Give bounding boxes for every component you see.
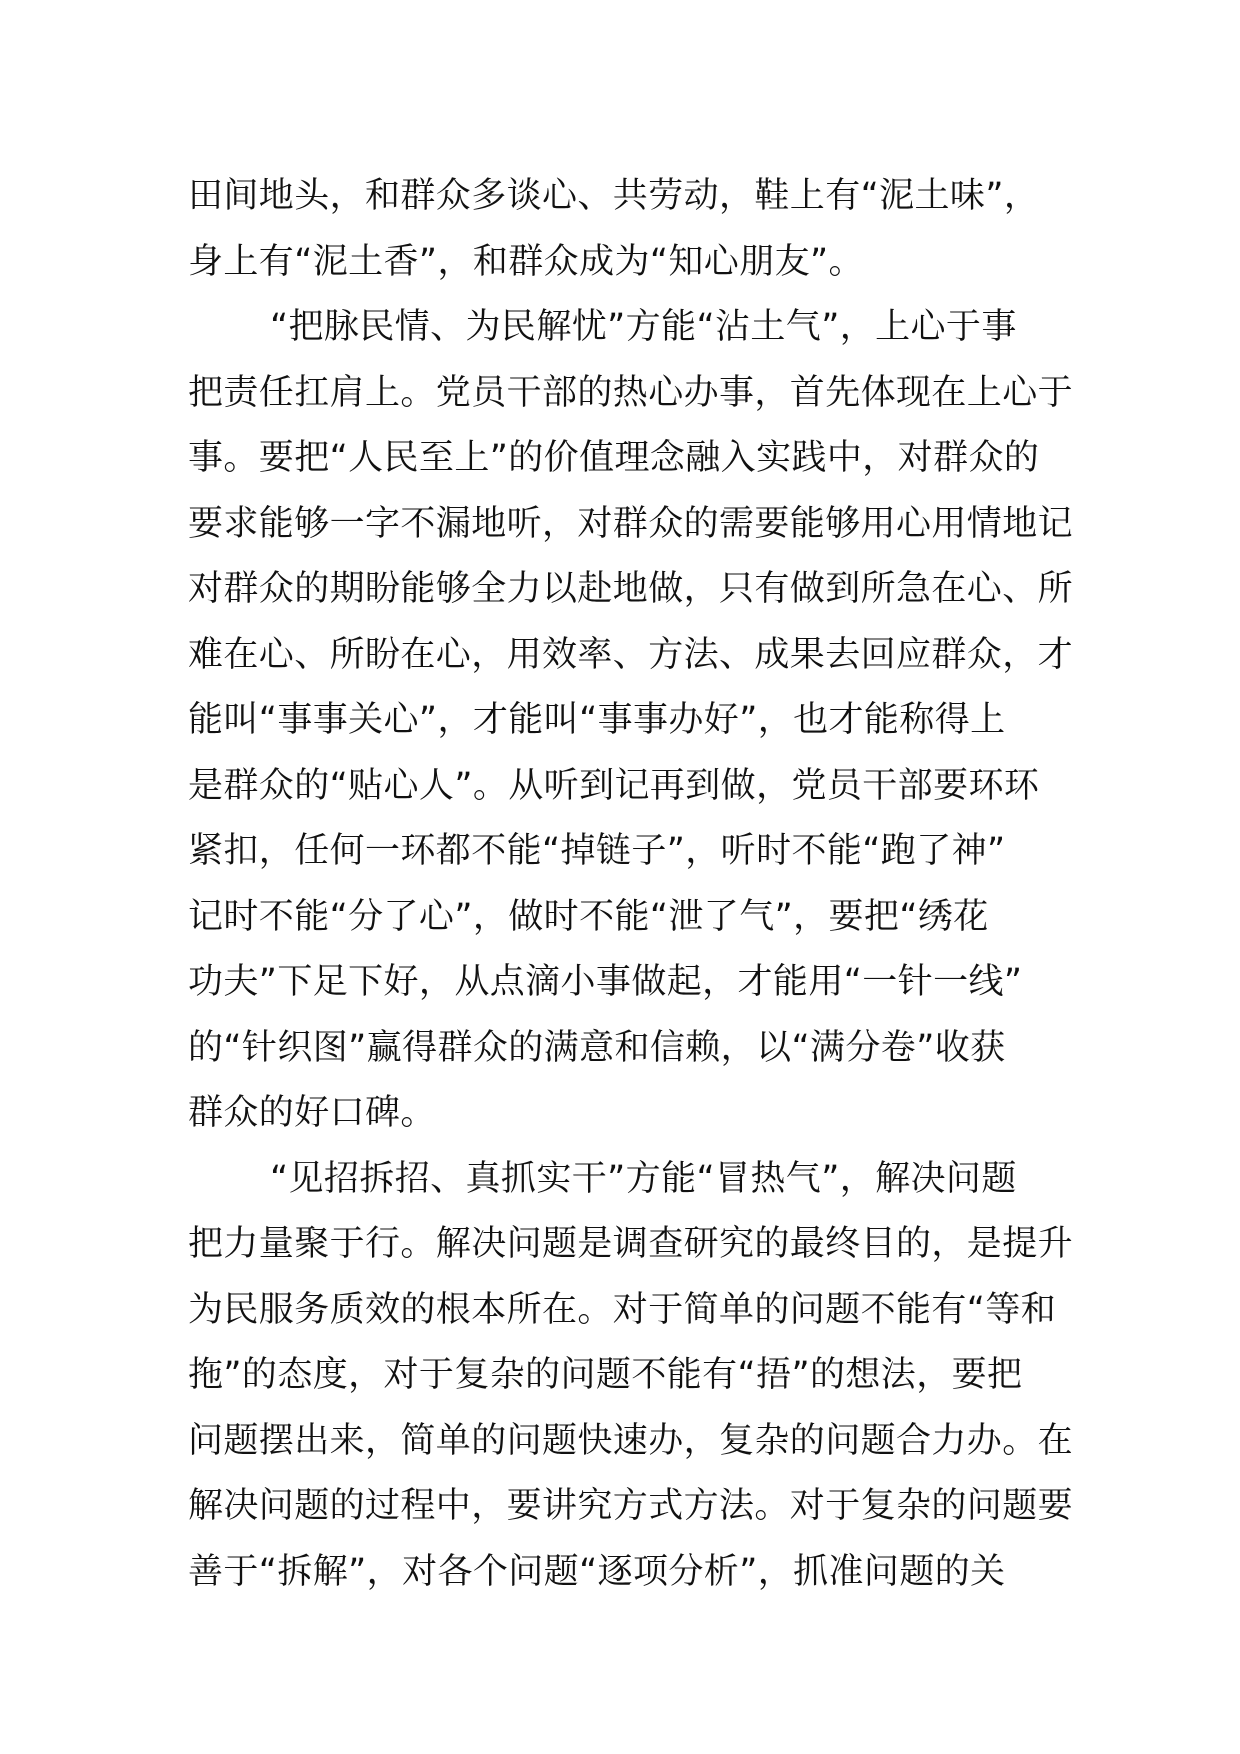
text-line: 把责任扛肩上。党员干部的热心办事，首先体现在上心于	[188, 372, 1074, 413]
text-line: 群众的好口碑。	[188, 1093, 436, 1133]
text-line: 记时不能“分了心”，做时不能“泄了气”，要把“绣花	[188, 896, 989, 937]
text-line: 功夫”下足下好，从点滴小事做起，才能用“一针一线”	[188, 962, 1023, 1002]
body-text	[188, 164, 1074, 1605]
text-line: 善于“拆解”，对各个问题“逐项分析”，抓准问题的关	[188, 1551, 1006, 1592]
text-line: 身上有“泥土香”，和群众成为“知心朋友”。	[188, 241, 864, 282]
text-line: 田间地头，和群众多谈心、共劳动，鞋上有“泥土味”，	[188, 176, 1040, 216]
text-line: 事。要把“人民至上”的价值理念融入实践中，对群众的	[188, 438, 1040, 478]
text-line: 对群众的期盼能够全力以赴地做，只有做到所急在心、所	[188, 569, 1074, 609]
text-line: 问题摆出来，简单的问题快速办，复杂的问题合力办。在	[188, 1420, 1074, 1461]
text-line: 能叫“事事关心”，才能叫“事事办好”，也才能称得上	[188, 700, 1006, 740]
text-line: 要求能够一字不漏地听，对群众的需要能够用心用情地记	[188, 503, 1074, 544]
paragraph-start-line: “把脉民情、为民解忧”方能“沾土气”，上心于事	[270, 307, 1017, 347]
text-line: 为民服务质效的根本所在。对于简单的问题不能有“等和	[188, 1289, 1057, 1330]
text-line: 紧扣，任何一环都不能“掉链子”，听时不能“跑了神”	[188, 831, 1006, 871]
text-line: 拖”的态度，对于复杂的问题不能有“捂”的想法，要把	[188, 1355, 1023, 1395]
text-line: 是群众的“贴心人”。从听到记再到做，党员干部要环环	[188, 765, 1040, 806]
text-line: 解决问题的过程中，要讲究方式方法。对于复杂的问题要	[188, 1486, 1074, 1526]
text-line: 的“针织图”赢得群众的满意和信赖，以“满分卷”收获	[188, 1027, 1006, 1068]
text-line: 把力量聚于行。解决问题是调查研究的最终目的，是提升	[188, 1224, 1074, 1264]
text-line: 难在心、所盼在心，用效率、方法、成果去回应群众，才	[188, 634, 1074, 675]
paragraph-start-line: “见招拆招、真抓实干”方能“冒热气”，解决问题	[270, 1158, 1017, 1199]
